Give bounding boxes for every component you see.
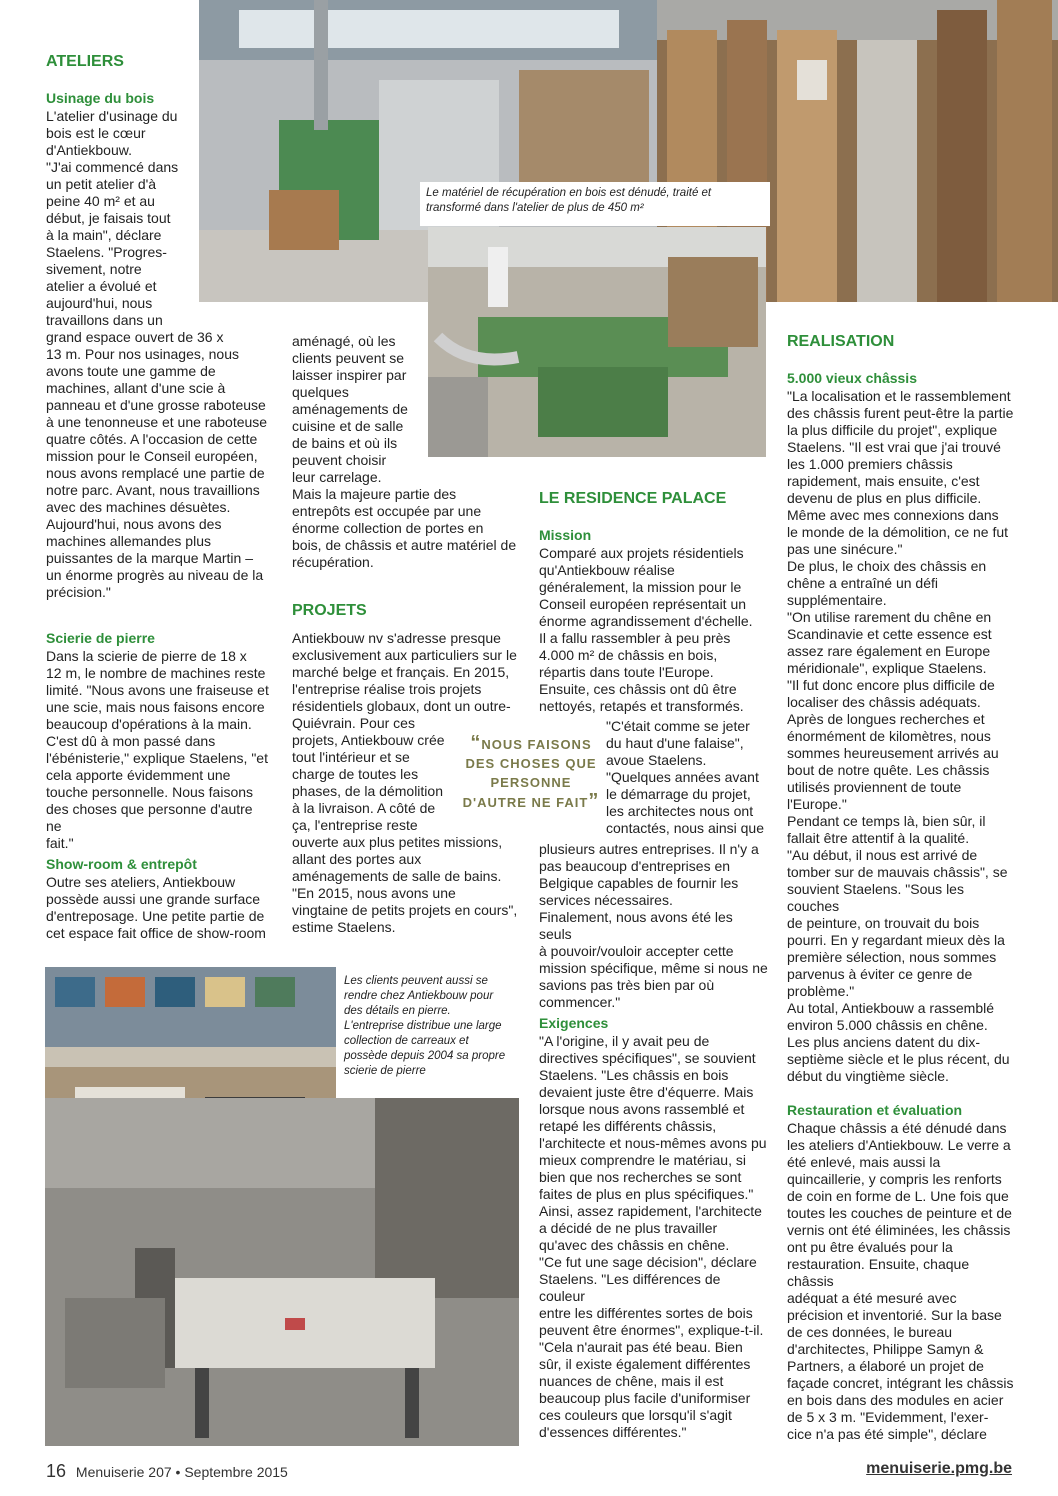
- residence-heading: LE RESIDENCE PALACE: [539, 490, 727, 507]
- quote-close-mark: ”: [588, 790, 600, 812]
- quote-line4: D'AUTRE NE FAIT: [462, 795, 589, 810]
- quote-line2: DES CHOSES QUE: [465, 756, 597, 771]
- projets-text-part3: ouverte aux plus petites missions, allant des portes aux aménagements de salle de bains. "En 2015, nous avons une vingtaine de petits projets en cours", estime Staelens.: [292, 834, 518, 935]
- chassis-text: "La localisation et le rassemblement des châssis furent peut-être la partie la plus difficile du projet", explique Staelens. "Il est vrai que j'ai trouvé les 1.000 premiers châssis rapidement, mais ensuite, c'est devenu de plus en plus difficile. Même avec mes connexions dans le monde de la démolition, ce ne fut pas une sinécure." De plus, le choix des châssis en chêne a entraîné un défi supplémentaire. "On utilise rarement du chêne en Scandinavie et cette essence est assez rare également en Europe méridionale", explique Staelens. "Il fut donc encore plus difficile de localiser des châssis adéquats. Après de longues recherches et énormément de kilomètres, nous sommes heureusement arrivés au bout de notre quête. Les châssis utilisés proviennent de toute l'Europe." Pendant ce temps là, bien sûr, il fallait être attentif à la qualité. "Au début, il nous est arrivé de tomber sur de mauvais châssis", se souvient Staelens. "Sous les couches de peinture, on trouvait du bois pourri. En y regardant mieux dès la première sélection, nous sommes parvenus à éviter ce genre de problème." Au total, Antiekbouw a rassemblé environ 5.000 châssis en chêne. Les plus anciens datent du dix- septième siècle et le plus récent, du début du vingtième siècle.: [787, 388, 1014, 1084]
- scierie-text: Dans la scierie de pierre de 18 x 12 m, le nombre de machines reste limité. "Nous avons une fraiseuse et une scie, mais nous faisons encore beaucoup d'opérations à la main. C'est dû à mon passé dans l'ébénisterie," explique Staelens, "et cela apporte évidemment une touche personnelle. Nous faisons des choses que personne d'autre ne fait.": [46, 648, 269, 851]
- footer-site-link[interactable]: menuiserie.pmg.be: [866, 1460, 1012, 1477]
- projets-heading: PROJETS: [292, 602, 367, 619]
- footer-issue: [46, 1461, 288, 1482]
- usinage-title: Usinage du bois: [46, 90, 155, 106]
- chassis-title: 5.000 vieux châssis: [787, 370, 917, 386]
- exigences-text: "A l'origine, il y avait peu de directives spécifiques", se souvient Staelens. "Les châssis en bois devaient juste être d'équerre. Mais lorsque nous avons rassemblé et retapé les différents châssis, l'architecte et nous-mêmes avons pu mieux comprendre le matériau, si bien que nos recherches se sont faites de plus en plus spécifiques." Ainsi, assez rapidement, l'architecte a décidé de ne plus travailler qu'avec des châssis en chêne. "Ce fut une sage décision", déclare Staelens. "Les différences de couleur entre les différentes sortes de bois peuvent être énormes", explique-t-il. "Cela n'aurait pas été beau. Bien sûr, il existe également différentes nuances de chêne, mais il est beaucoup plus facile d'uniformiser ces couleurs que lorsqu'il s'agit d'essences différentes.": [539, 1033, 767, 1440]
- showroom-title: Show-room & entrepôt: [46, 856, 197, 872]
- caption-workshop: Le matériel de récupération en bois est dénudé, traité et transformé dans l'atelier de plus de 450 m²: [420, 182, 770, 226]
- projets-text-part2: Quiévrain. Pour ces projets, Antiekbouw crée tout l'intérieur et se charge de toutes les phases, de la démolition à la livraison. A côté de ça, l'entreprise reste: [292, 715, 445, 833]
- quote-open-mark: “: [470, 732, 482, 754]
- mission-text-part2: "C'était comme se jeter du haut d'une falaise", avoue Staelens. "Quelques années avant le démarrage du projet, les architectes nous ont contactés, nous ainsi que: [606, 718, 764, 836]
- quote-line3: PERSONNE: [490, 775, 572, 790]
- ateliers-heading: ATELIERS: [46, 53, 124, 70]
- exigences-title: Exigences: [539, 1015, 609, 1031]
- usinage-text-part1: L'atelier d'usinage du bois est le cœur d'Antiekbouw. "J'ai commencé dans un petit atelier d'à peine 40 m² et au début, je faisais tout à la main", déclare Staelens. "Progres- sivement, notre atelier a évolué et aujourd'hui, nous travaillons dans un: [46, 108, 179, 328]
- pull-quote: [456, 734, 606, 812]
- restauration-title: Restauration et évaluation: [787, 1102, 963, 1118]
- mission-title: Mission: [539, 527, 592, 543]
- mission-text-part3: plusieurs autres entreprises. Il n'y a pas beaucoup d'entreprises en Belgique capables de fournir les services nécessaires. Finalement, nous avons été les seuls à pouvoir/vouloir accepter cette mission spécifique, même si nous ne savions pas très bien par où commencer.": [539, 841, 768, 1010]
- photo-stone-saw: [45, 1098, 519, 1446]
- realisation-heading: REALISATION: [787, 333, 895, 350]
- quote-line1: NOUS FAISONS: [481, 737, 592, 752]
- caption-tiles: Les clients peuvent aussi se rendre chez Antiekbouw pour des détails en pierre. L'entreprise distribue une large collection de carreaux et possède depuis 2004 sa propre scierie de pierre: [344, 975, 506, 1077]
- showroom-text: Outre ses ateliers, Antiekbouw possède aussi une grande surface d'entreposage. Une petite partie de cet espace fait office de show-room: [46, 874, 266, 941]
- projets-text-part1: Antiekbouw nv s'adresse presque exclusivement aux particuliers sur le marché belge et français. En 2015, l'entreprise réalise trois projets résidentiels globaux, dont un outre-: [292, 630, 517, 714]
- mission-text-part1: Comparé aux projets résidentiels qu'Antiekbouw réalise généralement, la mission pour le Conseil européen représentait un énorme agrandissement d'échelle. Il a fallu rassembler à peu près 4.000 m² de châssis en bois, répartis dans toute l'Europe. Ensuite, ces châssis ont dû être nettoyés, retapés et transformés.: [539, 545, 753, 714]
- scierie-title: Scierie de pierre: [46, 630, 155, 646]
- usinage-text-part2: grand espace ouvert de 36 x 13 m. Pour nos usinages, nous avons toute une gamme de machines, allant d'une scie à panneau et d'une grosse raboteuse à une tenonneuse et une raboteuse quatre côtés. A l'occasion de cette mission pour le Conseil européen, nous avons remplacé une partie de notre parc. Avant, nous travaillions avec des machines désuètes. Aujourd'hui, nous avons des machines allemandes plus puissantes de la marque Martin – un énorme progrès au niveau de la précision.": [46, 329, 268, 600]
- issue-label: Menuiserie 207 • Septembre 2015: [75, 1464, 288, 1480]
- restauration-text: Chaque châssis a été dénudé dans les ateliers d'Antiekbouw. Le verre a été enlevé, mais aussi la quincaillerie, y compris les renforts de coin en forme de L. Une fois que toutes les couches de peinture et de vernis ont été éliminées, les châssis ont pu être évalués pour la restauration. Ensuite, chaque châssis adéquat a été mesuré avec précision et inventorié. Sur la base de ces données, le bureau d'architectes, Philippe Samyn & Partners, a élaboré un projet de façade concret, intégrant les châssis en bois dans des modules en acier de 5 x 3 m. "Evidemment, l'exer- cice n'a pas été simple", déclare: [787, 1120, 1014, 1442]
- showroom-text-continued: aménagé, où les clients peuvent se laisser inspirer par quelques aménagements de cuisine et de salle de bains et où ils peuvent choisir leur carrelage. Mais la majeure partie des entrepôts est occupée par une énorme collection de portes en bois, de châssis et autre matériel de récupération.: [292, 333, 517, 570]
- page-number: 16: [46, 1461, 67, 1481]
